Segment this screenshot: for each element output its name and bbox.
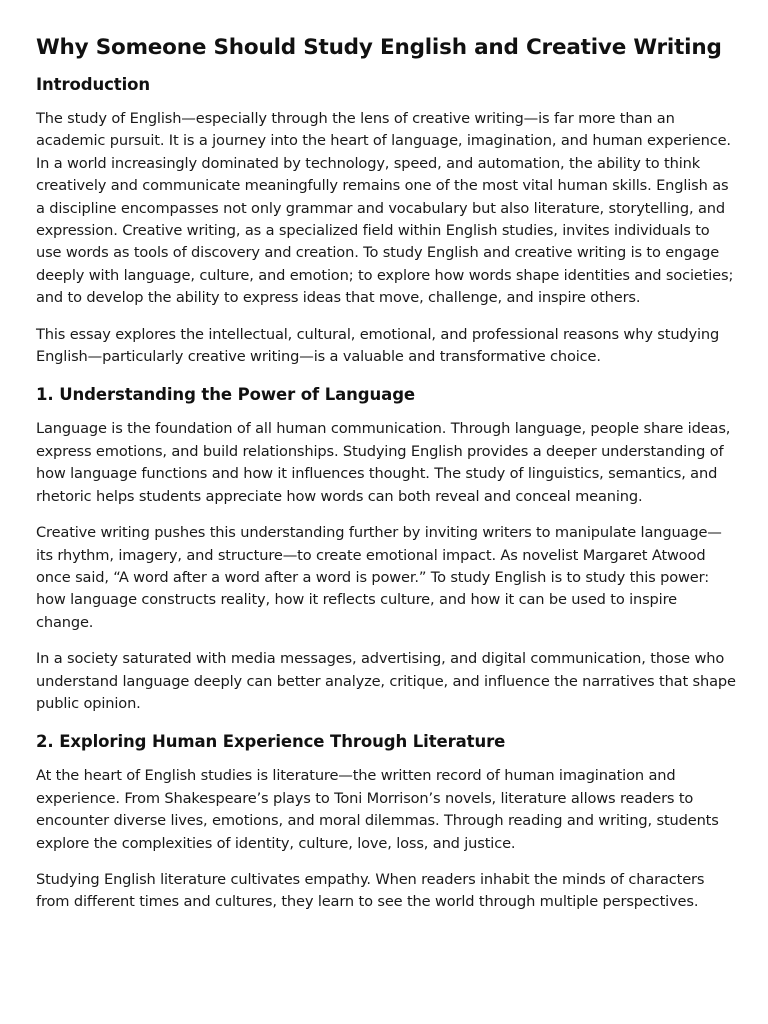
section-heading: Introduction [36, 75, 151, 94]
section-human-experience-literature [36, 729, 736, 913]
document-title: Why Someone Should Study English and Creative Writing [36, 35, 722, 60]
paragraph: Creative writing pushes this understanding further by inviting writers to manipulate language—its rhythm, imagery, and structure—to create emotional impact. As novelist Margaret Atwood once said, “A word after a word after a word is power.” To study English is to study this power: how language constructs reality, how it reflects culture, and how it can be used to inspire change. [36, 524, 722, 631]
paragraph: This essay explores the intellectual, cultural, emotional, and professional reasons why studying English—particularly creative writing—is a valuable and transformative choice. [36, 325, 720, 366]
paragraph: Language is the foundation of all human communication. Through language, people share ideas, express emotions, and build relationships. Studying English provides a deeper understanding of how language functions and how it influences thought. The study of linguistics, semantics, and rhetoric helps students appreciate how words can both reveal and conceal meaning. [36, 420, 731, 505]
section-power-of-language [36, 382, 736, 715]
section-heading: 1. Understanding the Power of Language [36, 385, 415, 405]
paragraph: In a society saturated with media messages, advertising, and digital communication, those who understand language deeply can better analyze, critique, and influence the narratives that shape public opinion. [36, 650, 736, 712]
paragraph: The study of English—especially through the lens of creative writing—is far more than an academic pursuit. It is a journey into the heart of language, imagination, and human experience. In a world increasingly dominated by technology, speed, and automation, the ability to think creatively and communicate meaningfully remains one of the most vital human skills. English as a discipline encompasses not only grammar and vocabulary but also literature, storytelling, and expression. Creative writing, as a specialized field within English studies, invites individuals to use words as tools of discovery and creation. To study English and creative writing is to engage deeply with language, culture, and emotion; to explore how words shape identities and societies; and to develop the ability to express ideas that move, challenge, and inspire others. [36, 110, 734, 307]
paragraph: At the heart of English studies is literature—the written record of human imagination and experience. From Shakespeare’s plays to Toni Morrison’s novels, literature allows readers to encounter diverse lives, emotions, and moral dilemmas. Through reading and writing, students explore the complexities of identity, culture, love, loss, and justice. [36, 767, 719, 852]
document-page [36, 30, 736, 928]
paragraph: Studying English literature cultivates empathy. When readers inhabit the minds of characters from different times and cultures, they learn to see the world through multiple perspectives. [36, 870, 705, 911]
section-heading: 2. Exploring Human Experience Through Literature [36, 732, 506, 752]
section-introduction [36, 72, 736, 368]
